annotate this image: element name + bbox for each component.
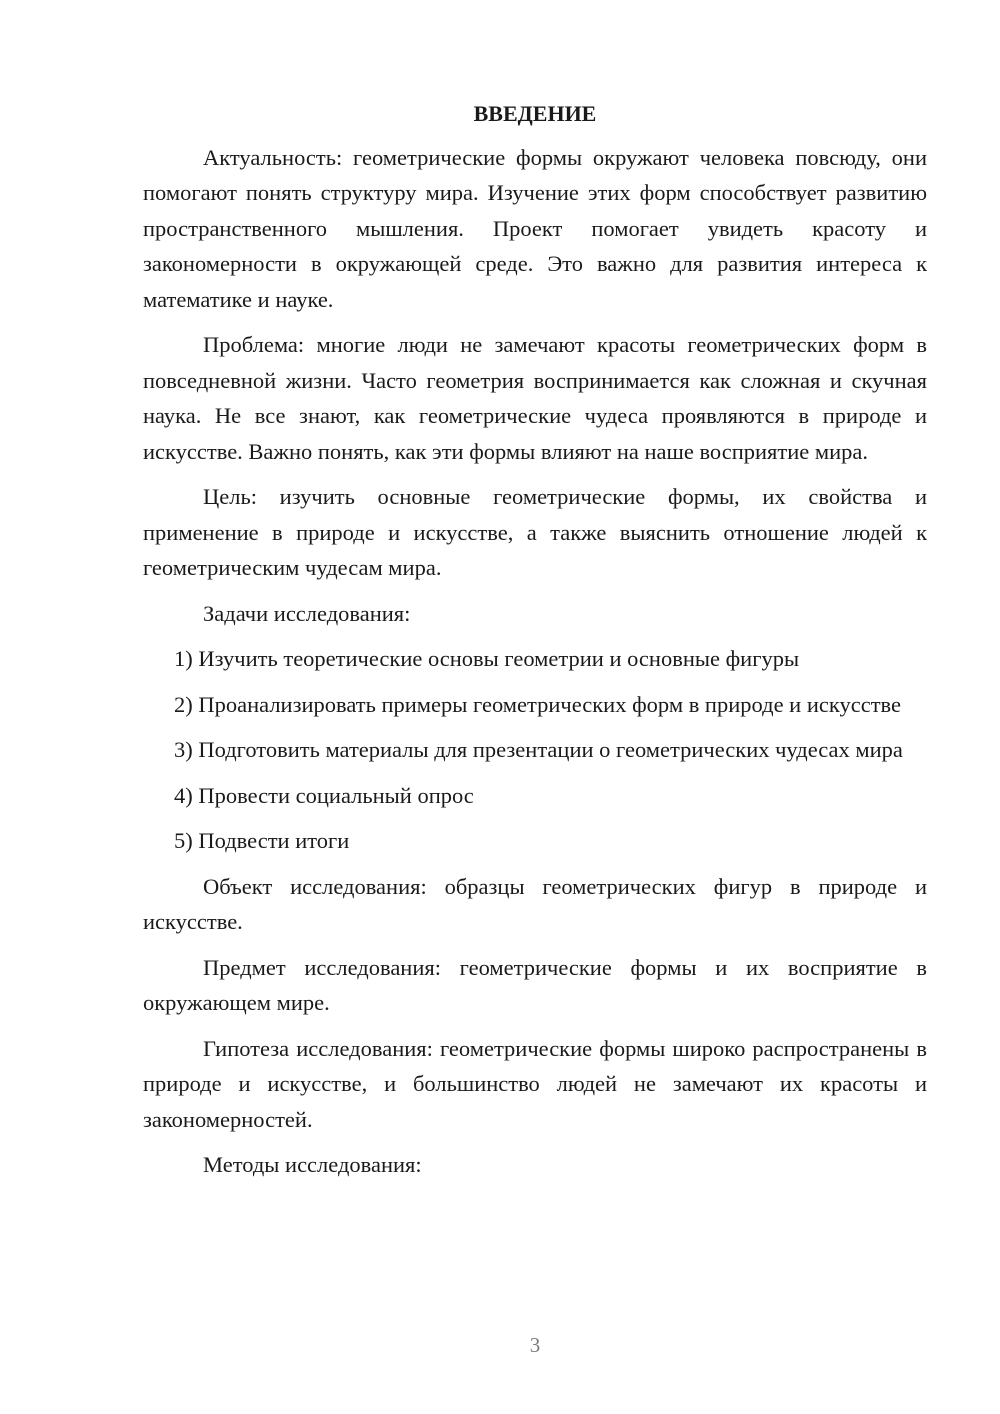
paragraph-tasks-intro: Задачи исследования: <box>203 600 411 626</box>
paragraph-hypothesis: Гипотеза исследования: геометрические формы широко распространены в природе и искусстве, и большинство людей не замечают их красоты и закономерностей. <box>143 1035 927 1132</box>
paragraph-goal: Цель: изучить основные геометрические формы, их свойства и применение в природе и искусстве, а также выяснить отношение людей к геометрическим чудесам мира. <box>143 484 927 580</box>
paragraph-problem: Проблема: многие люди не замечают красоты геометрических форм в повседневной жизни. Часто геометрия воспринимается как сложная и скучная наука. Не все знают, как геометрические чудеса проявляются в природе и искусстве. Важно понять, как эти формы влияют на наше восприятие мира. <box>143 332 927 464</box>
paragraph-subject: Предмет исследования: геометрические формы и их восприятие в окружающем мире. <box>143 954 927 1015</box>
task-item-4: 4) Провести социальный опрос <box>174 782 474 808</box>
paragraph-relevance: Актуальность: геометрические формы окружают человека повсюду, они помогают понять структуру мира. Изучение этих форм способствует развитию пространственного мышления. Проект помогает увидеть красоту и закономерности в окружающей среде. Это важно для развития интереса к математике и науке. <box>143 144 927 312</box>
task-item-3: 3) Подготовить материалы для презентации о геометрических чудесах мира <box>174 737 903 762</box>
page-heading: ВВЕДЕНИЕ <box>473 101 597 126</box>
paragraph-methods-intro: Методы исследования: <box>203 1152 422 1177</box>
page-content <box>143 96 927 1193</box>
page-number: 3 <box>529 1333 541 1357</box>
task-item-1: 1) Изучить теоретические основы геометрии и основные фигуры <box>174 646 800 671</box>
task-item-2: 2) Проанализировать примеры геометрических форм в природе и искусстве <box>174 691 902 717</box>
task-item-5: 5) Подвести итоги <box>174 828 350 853</box>
paragraph-object: Объект исследования: образцы геометрических фигур в природе и искусстве. <box>143 873 927 934</box>
